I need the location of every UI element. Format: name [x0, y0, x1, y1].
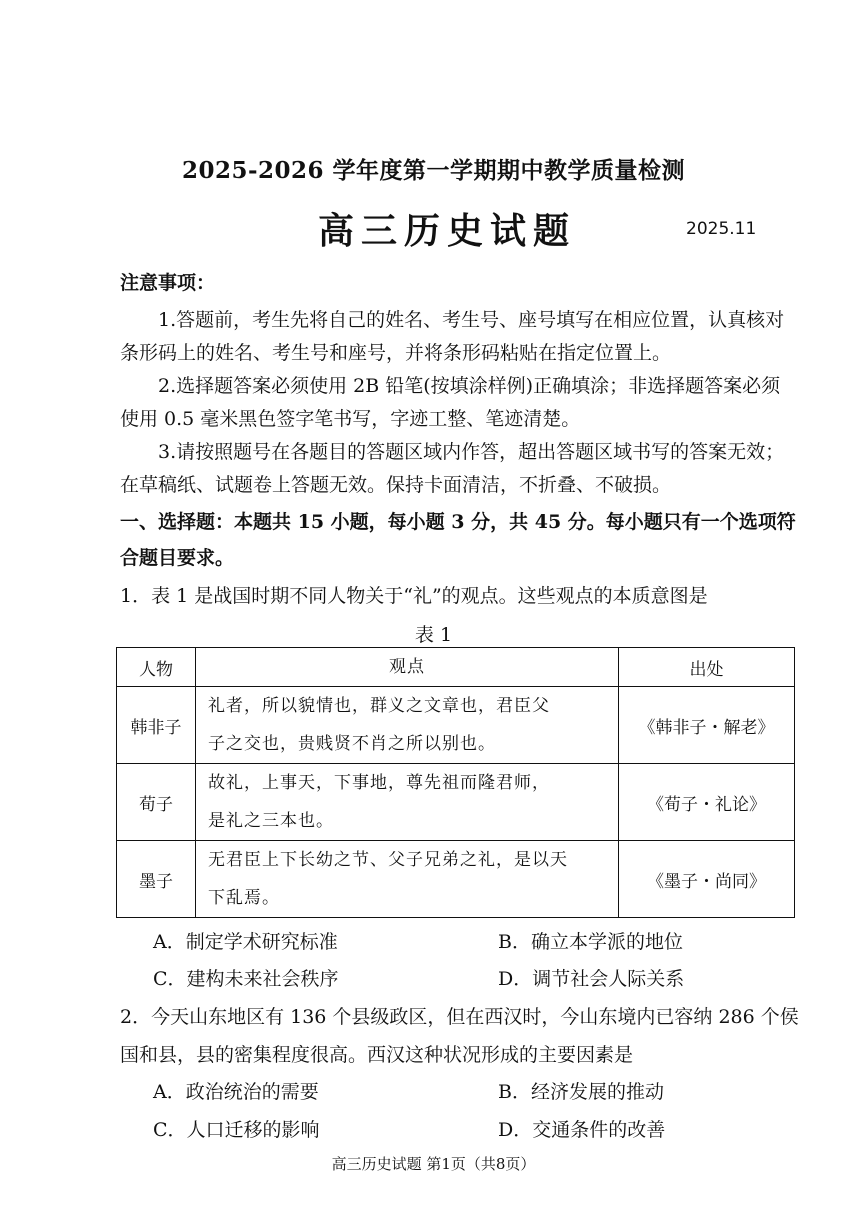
table-header-source: 出处 — [619, 648, 795, 687]
q2-option-d: D．交通条件的改善 — [498, 1119, 666, 1141]
question-1-stem: 1．表 1 是战国时期不同人物关于“礼”的观点。这些观点的本质意图是 — [120, 585, 708, 607]
q2-option-c: C．人口迁移的影响 — [153, 1119, 320, 1141]
view-line: 故礼，上事天，下事地，尊先祖而隆君师， — [208, 773, 550, 793]
table-cell-source: 《墨子・尚同》 — [619, 841, 795, 918]
question-2-stem-cont: 国和县，县的密集程度很高。西汉这种状况形成的主要因素是 — [120, 1044, 634, 1066]
view-line: 礼者，所以貌情也，群义之文章也，君臣父 — [208, 696, 550, 716]
q1-option-d: D．调节社会人际关系 — [498, 968, 685, 990]
page-footer: 高三历史试题 第1页（共8页） — [331, 1155, 536, 1173]
notice-line: 条形码上的姓名、考生号和座号，并将条形码粘贴在指定位置上。 — [120, 342, 672, 364]
section-heading-cont: 合题目要求。 — [120, 547, 235, 569]
exam-title: 高三历史试题 — [318, 210, 577, 252]
view-line: 是礼之三本也。 — [208, 811, 334, 831]
section-heading: 一、选择题：本题共 15 小题，每小题 3 分，共 45 分。每小题只有一个选项符 — [120, 511, 796, 533]
table-cell-view — [196, 841, 619, 918]
q1-option-b: B．确立本学派的地位 — [498, 931, 683, 953]
exam-date: 2025.11 — [686, 219, 757, 239]
table-header-row — [117, 648, 795, 687]
view-line: 下乱焉。 — [208, 888, 280, 908]
table-cell-person: 荀子 — [117, 764, 196, 841]
table-cell-source: 《荀子・礼论》 — [619, 764, 795, 841]
question-2-stem: 2．今天山东地区有 136 个县级政区，但在西汉时，今山东境内已容纳 286 个侯 — [120, 1006, 799, 1028]
notice-line: 2.选择题答案必须使用 2B 铅笔(按填涂样例)正确填涂；非选择题答案必须 — [158, 375, 781, 397]
viewpoints-table — [116, 647, 795, 918]
q2-option-b: B．经济发展的推动 — [498, 1081, 664, 1103]
q2-option-a: A．政治统治的需要 — [153, 1081, 319, 1103]
table-cell-person: 墨子 — [117, 841, 196, 918]
table-header-view: 观点 — [196, 648, 619, 687]
table-caption: 表 1 — [414, 624, 453, 646]
exam-subtitle: 2025-2026 学年度第一学期期中教学质量检测 — [181, 157, 686, 184]
table-cell-source: 《韩非子・解老》 — [619, 687, 795, 764]
table-header-person: 人物 — [117, 648, 196, 687]
table-cell-view — [196, 687, 619, 764]
table-cell-view — [196, 764, 619, 841]
notice-heading: 注意事项： — [120, 272, 216, 294]
notice-line: 3.请按照题号在各题目的答题区域内作答，超出答题区域书写的答案无效； — [158, 441, 785, 463]
table-row — [117, 764, 795, 841]
table-row — [117, 687, 795, 764]
table-cell-person: 韩非子 — [117, 687, 196, 764]
view-line: 无君臣上下长幼之节、父子兄弟之礼，是以天 — [208, 850, 568, 870]
notice-line: 1.答题前，考生先将自己的姓名、考生号、座号填写在相应位置，认真核对 — [158, 309, 785, 331]
q1-option-a: A．制定学术研究标准 — [153, 931, 338, 953]
notice-line: 使用 0.5 毫米黑色签字笔书写，字迹工整、笔迹清楚。 — [120, 408, 581, 430]
table-row — [117, 841, 795, 918]
view-line: 子之交也，贵贱贤不肖之所以别也。 — [208, 734, 496, 754]
notice-line: 在草稿纸、试题卷上答题无效。保持卡面清洁，不折叠、不破损。 — [120, 474, 672, 496]
q1-option-c: C．建构未来社会秩序 — [153, 968, 339, 990]
